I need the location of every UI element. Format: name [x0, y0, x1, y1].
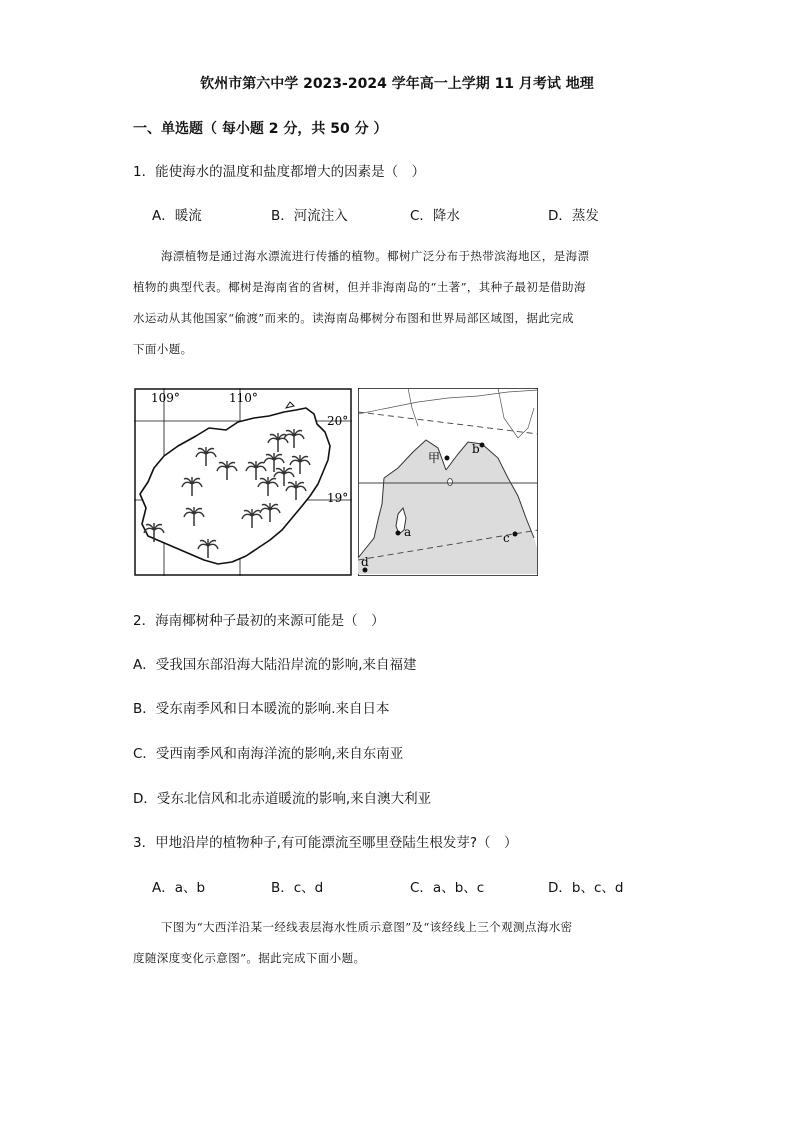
q2-option-c: C．受西南季风和南海洋流的影响,来自东南亚 [133, 746, 404, 762]
q3-option-c: C．a、b、c [410, 880, 485, 896]
question-3-stem: 3．甲地沿岸的植物种子,有可能漂流至哪里登陆生根发芽?（ ） [133, 835, 518, 851]
passage-coconut [133, 241, 663, 365]
passage-line: 植物的典型代表。椰树是海南省的省树，但并非海南岛的“土著”，其种子最初是借助海 [133, 280, 586, 294]
hainan-coconut-map [134, 388, 352, 576]
q3-option-b: B．c、d [271, 880, 324, 896]
q3-option-d: D．b、c、d [548, 880, 624, 896]
q2-option-b: B．受东南季风和日本暖流的影响.来自日本 [133, 701, 390, 717]
passage-atlantic [133, 912, 663, 974]
lat-label-20: 20° [327, 414, 349, 428]
document-title: 钦州市第六中学 2023-2024 学年高一上学期 11 月考试 地理 [200, 76, 594, 92]
label-c: c [503, 531, 510, 545]
point-a [396, 531, 401, 536]
world-region-map [358, 388, 538, 576]
question-2-stem: 2．海南椰树种子最初的来源可能是（ ） [133, 613, 385, 629]
point-jia [445, 456, 450, 461]
lon-label-109: 109° [151, 391, 180, 405]
q1-option-b: B．河流注入 [271, 208, 348, 224]
label-jia: 甲 [428, 451, 441, 465]
passage-line: 下图为“大西洋沿某一经线表层海水性质示意图”及“该经线上三个观测点海水密 [161, 920, 573, 934]
passage-line: 下面小题。 [133, 342, 193, 356]
q1-option-c: C．降水 [410, 208, 460, 224]
q3-option-a: A．a、b [152, 880, 206, 896]
point-b [480, 443, 485, 448]
passage-line: 水运动从其他国家“偷渡”而来的。读海南岛椰树分布图和世界局部区域图，据此完成 [133, 311, 574, 325]
q1-option-a: A．暖流 [152, 208, 202, 224]
point-c [513, 532, 518, 537]
question-1-stem: 1．能使海水的温度和盐度都增大的因素是（ ） [133, 164, 426, 180]
passage-line: 度随深度变化示意图”。据此完成下面小题。 [133, 951, 366, 965]
passage-line: 海漂植物是通过海水漂流进行传播的植物。椰树广泛分布于热带滨海地区，是海漂 [161, 249, 590, 263]
section-heading: 一、单选题（ 每小题 2 分，共 50 分 ） [133, 121, 388, 137]
lon-label-110: 110° [229, 391, 258, 405]
label-a: a [404, 525, 412, 539]
label-d: d [361, 555, 369, 569]
label-b: b [472, 442, 480, 456]
sri-lanka [448, 479, 453, 486]
q1-option-d: D．蒸发 [548, 208, 599, 224]
q2-option-a: A．受我国东部沿海大陆沿岸流的影响,来自福建 [133, 657, 417, 673]
lat-label-19: 19° [327, 491, 349, 505]
q2-option-d: D．受东北信风和北赤道暖流的影响,来自澳大利亚 [133, 791, 432, 807]
